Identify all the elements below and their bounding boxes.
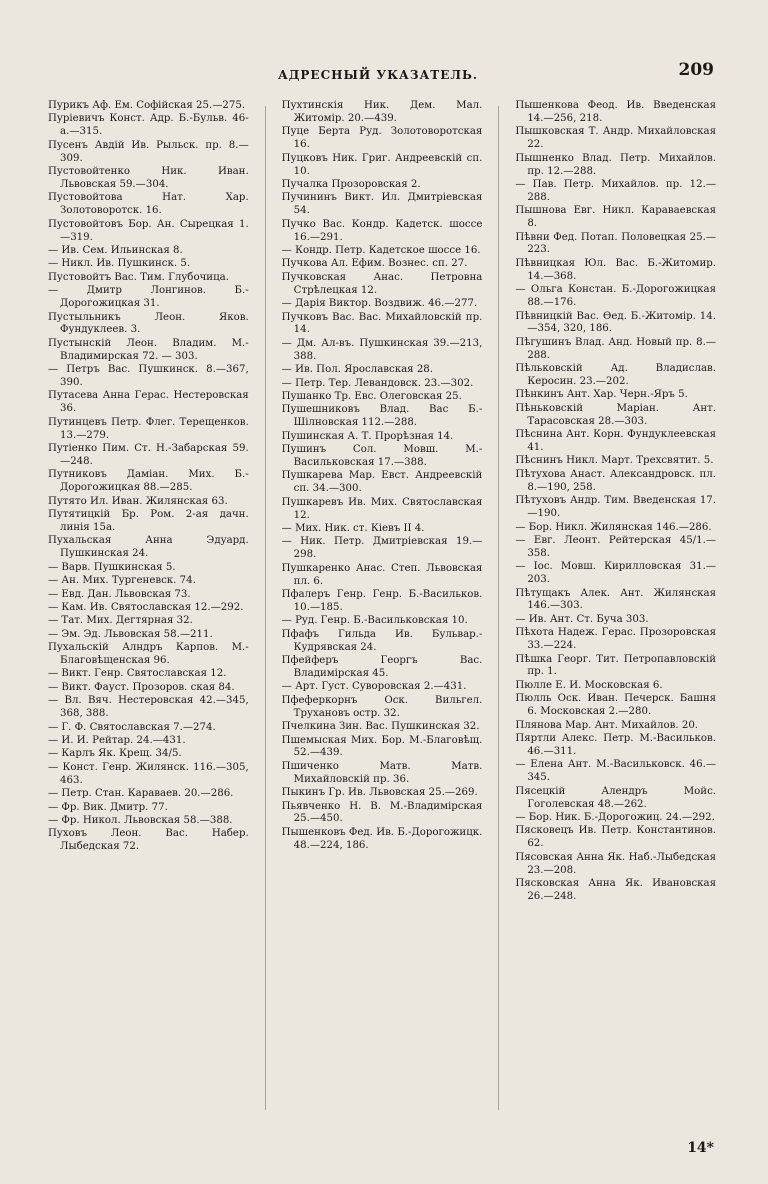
directory-entry: Пустовойтенко Ник. Иван. Львовская 59.—304. xyxy=(48,166,249,190)
directory-entry: Пѣтущакъ Алек. Ант. Жилянская 146.—303. xyxy=(515,587,717,612)
directory-entry: Пустыльникъ Леон. Яков. Фундуклеев. 3. xyxy=(48,311,249,336)
directory-entry: — Ив. Сем. Ильинская 8. xyxy=(48,244,183,256)
directory-entry: Пѣвницкій Вас. Өед. Б.-Житомір. 14.—354, 320, 186. xyxy=(515,310,717,335)
directory-entry: Путасева Анна Герас. Нестеровская 36. xyxy=(48,390,249,415)
directory-entry: Пышковская Т. Андр. Михайловская 22. xyxy=(515,126,717,151)
directory-entry: Пучининъ Викт. Ил. Дмитріевская 54. xyxy=(281,192,483,217)
directory-entry: Пуховъ Леон. Вас. Набер. Лыбедская 72. xyxy=(48,828,249,853)
directory-entry: — Ник. Петр. Дмитріевская 19.—298. xyxy=(281,536,483,561)
signature-mark: 14* xyxy=(687,1140,714,1156)
directory-entry: — Петр. Тер. Левандовск. 23.—302. xyxy=(281,377,474,389)
directory-entry: — Ан. Мих. Тургеневск. 74. xyxy=(48,575,196,587)
directory-entry: Пѣвни Фед. Потап. Половецкая 25.—223. xyxy=(515,231,717,256)
directory-entry: — Петръ Вас. Пушкинск. 8.—367, 390. xyxy=(48,364,249,389)
directory-entry: Пухальская Анна Эдуард. Пушкинская 24. xyxy=(48,535,249,560)
directory-entry: Пѣвницкая Юл. Вас. Б.-Житомир. 14.—368. xyxy=(515,257,717,282)
directory-entry: Пѣльковскій Ад. Владислав. Керосин. 23.—202. xyxy=(515,363,717,388)
directory-entry: — Бор. Никл. Жилянская 146.—286. xyxy=(515,521,712,533)
directory-entry: Пушанко Тр. Евс. Олеговская 25. xyxy=(281,390,462,402)
directory-entry: Пухальскій Алндръ Карпов. М.-Благовѣщенская 96. xyxy=(48,642,249,667)
directory-entry: Пушинъ Сол. Мовш. М.-Васильковская 17.—388. xyxy=(281,444,483,468)
directory-entry: — Карлъ Як. Крещ. 34/5. xyxy=(48,748,182,760)
directory-entry: — Конст. Генр. Жилянск. 116.—305, 463. xyxy=(48,761,249,786)
directory-entry: Пфеферкорнъ Оск. Вильгел. Трухановъ остр. 32. xyxy=(281,694,483,719)
directory-entry: Пучалка Прозоровская 2. xyxy=(281,178,421,190)
directory-entry: — Викт. Фауст. Прозоров. ская 84. xyxy=(48,681,235,693)
directory-entry: Пшемыская Мих. Бор. М.-Благовѣщ. 52.—439. xyxy=(281,734,483,759)
directory-entry: Пѣгушинъ Влад. Анд. Новый пр. 8.—288. xyxy=(515,336,717,361)
directory-entry: Пюлль Оск. Иван. Печерск. Башня 6. Московская 2.—280. xyxy=(515,693,717,718)
page-number: 209 xyxy=(678,60,714,80)
directory-entry: — Бор. Ник. Б.-Дорогожиц. 24.—292. xyxy=(515,811,715,823)
directory-entry: Пѣснинъ Никл. Март. Трехсвятит. 5. xyxy=(515,455,714,467)
directory-entry: Пѣнкинъ Ант. Хар. Черн.-Яръ 5. xyxy=(515,389,688,401)
directory-entry: Пухтинскія Ник. Дем. Мал. Житомір. 20.—439. xyxy=(281,100,483,124)
directory-entry: Путіенко Пим. Ст. Н.-Забарская 59.—248. xyxy=(48,443,249,467)
directory-entry: Пѣснина Ант. Корн. Фундуклеевская 41. xyxy=(515,429,717,454)
running-title: АДРЕСНЫЙ УКАЗАТЕЛЬ. xyxy=(277,68,479,82)
directory-entry: Путятицкій Бр. Ром. 2-ая дачн. линія 15а. xyxy=(48,509,249,533)
directory-entry: Пушкаревъ Ив. Мих. Святославская 12. xyxy=(281,496,483,521)
directory-entry: — Елена Ант. М.-Васильковск. 46.—345. xyxy=(515,759,717,784)
directory-entry: Пучко Вас. Кондр. Кадетск. шоссе 16.—291. xyxy=(281,218,483,243)
directory-entry: Пчелкина Зин. Вас. Пушкинская 32. xyxy=(281,721,480,733)
column-divider xyxy=(265,106,266,1110)
directory-entry: — Ив. Ант. Ст. Буча 303. xyxy=(515,613,649,625)
columns xyxy=(48,100,716,1110)
directory-entry: Путниковъ Даміан. Мих. Б.-Дорогожицкая 88.—285. xyxy=(48,469,249,494)
directory-entry: — Дм. Ал-въ. Пушкинская 39.—213, 388. xyxy=(281,337,483,362)
directory-entry: Пѣтуховъ Андр. Тим. Введенская 17.—190. xyxy=(515,495,717,520)
directory-entry: Пуце Берта Руд. Золотоворотская 16. xyxy=(281,126,483,151)
column-1 xyxy=(48,100,249,1110)
directory-entry: — Эм. Эд. Львовская 58.—211. xyxy=(48,628,213,640)
directory-entry: Пушкарева Мар. Евст. Андреевскій сп. 34.—300. xyxy=(281,470,483,495)
directory-entry: Пфейферъ Георгъ Вас. Владимірская 45. xyxy=(281,655,483,679)
directory-entry: — Руд. Генр. Б.-Васильковская 10. xyxy=(281,615,468,627)
directory-entry: Пустынскій Леон. Владим. М.-Владимирская 72. — 303. xyxy=(48,337,249,362)
directory-entry: — Дарія Виктор. Воздвиж. 46.—277. xyxy=(281,298,478,310)
directory-entry: Пышенкова Феод. Ив. Введенская 14.—256, 218. xyxy=(515,100,717,124)
directory-entry: Пясковская Анна Як. Ивановская 26.—248. xyxy=(515,877,717,902)
directory-entry: — Ольга Констан. Б.-Дорогожицкая 88.—176. xyxy=(515,284,717,309)
directory-entry: — Викт. Генр. Святославская 12. xyxy=(48,668,227,680)
page-header xyxy=(44,60,712,88)
directory-entry: Пѣньковскій Маріан. Ант. Тарасовская 28.—303. xyxy=(515,402,717,427)
directory-entry: — Петр. Стан. Караваев. 20.—286. xyxy=(48,788,234,800)
directory-entry: Пфалеръ Генр. Генр. Б.-Васильков. 10.—185. xyxy=(281,589,483,613)
directory-entry: — Фр. Никол. Львовская 58.—388. xyxy=(48,814,233,826)
directory-entry: Пуріевичъ Конст. Адр. Б.-Бульв. 46-а.—315. xyxy=(48,113,249,138)
directory-entry: — Ив. Пол. Ярославская 28. xyxy=(281,364,434,376)
directory-entry: — Кам. Ив. Святославская 12.—292. xyxy=(48,601,244,613)
directory-entry: Пѣтухова Анаст. Александровск. пл. 8.—190, 258. xyxy=(515,468,717,493)
directory-entry: Пушинская А. Т. Прорѣзная 14. xyxy=(281,430,454,442)
directory-entry: — Фр. Вик. Дмитр. 77. xyxy=(48,801,168,813)
directory-entry: — Варв. Пушкинская 5. xyxy=(48,561,176,573)
directory-entry: — Іос. Мовш. Кирилловская 31.—203. xyxy=(515,561,717,586)
directory-entry: Пыкинъ Гр. Ив. Львовская 25.—269. xyxy=(281,787,478,799)
directory-entry: Пьявченко Н. В. М.-Владимірская 25.—450. xyxy=(281,800,483,825)
directory-entry: Пышенковъ Фед. Ив. Б.-Дорогожицк. 48.—224, 186. xyxy=(281,826,483,851)
directory-entry: Плянова Мар. Ант. Михайлов. 20. xyxy=(515,719,699,731)
directory-entry: — Г. Ф. Святославская 7.—274. xyxy=(48,721,216,733)
directory-entry: — Мих. Ник. ст. Кіевъ II 4. xyxy=(281,523,425,534)
directory-entry: — Евд. Дан. Львовская 73. xyxy=(48,588,191,600)
directory-entry: Пучкова Ал. Ефим. Вознес. сп. 27. xyxy=(281,258,468,270)
directory-entry: — Никл. Ив. Пушкинск. 5. xyxy=(48,258,191,270)
directory-entry: Пѣхота Надеж. Герас. Прозоровская 33.—224. xyxy=(515,627,717,652)
column-divider xyxy=(498,106,499,1110)
directory-entry: Пушкаренко Анас. Степ. Львовская пл. 6. xyxy=(281,562,483,587)
directory-entry: — Кондр. Петр. Кадетское шоссе 16. xyxy=(281,244,481,256)
column-3 xyxy=(515,100,716,1110)
directory-entry: Пусенъ Авдій Ив. Рыльск. пр. 8.—309. xyxy=(48,139,249,164)
directory-entry: Пяртли Алекс. Петр. М.-Васильков. 46.—311. xyxy=(515,733,717,757)
directory-entry: Пѣшка Георг. Тит. Петропавловскій пр. 1. xyxy=(515,653,717,678)
directory-entry: Пюлле Е. И. Московская 6. xyxy=(515,679,663,691)
directory-entry: — Тат. Мих. Дегтярная 32. xyxy=(48,615,193,627)
directory-entry: — Дмитр Лонгинов. Б.-Дорогожицкая 31. xyxy=(48,285,249,310)
directory-entry: Путято Ил. Иван. Жилянская 63. xyxy=(48,495,228,507)
directory-entry: Пустовойтъ Вас. Тим. Глубочица. xyxy=(48,271,229,283)
directory-entry: — Вл. Вяч. Нестеровская 42.—345, 368, 388. xyxy=(48,695,249,720)
directory-entry: Пышнова Евг. Никл. Караваевская 8. xyxy=(515,205,717,230)
directory-entry: Пясовская Анна Як. Наб.-Лыбедская 23.—208. xyxy=(515,851,717,876)
directory-entry: Пышненко Влад. Петр. Михайлов. пр. 12.—288. xyxy=(515,152,717,177)
directory-entry: Пустовойтова Нат. Хар. Золотоворотск. 16. xyxy=(48,192,249,217)
directory-entry: — Евг. Леонт. Рейтерская 45/1.—358. xyxy=(515,534,717,559)
directory-entry: Пустовойтовъ Бор. Ан. Сырецкая 1.—319. xyxy=(48,218,249,243)
directory-entry: Путинцевъ Петр. Флег. Терещенков. 13.—279. xyxy=(48,416,249,441)
directory-entry: Пуцковъ Ник. Григ. Андреевскій сп. 10. xyxy=(281,152,483,177)
directory-entry: Пясковецъ Ив. Петр. Константинов. 62. xyxy=(515,825,717,850)
directory-entry: Пучковъ Вас. Вас. Михайловскій пр. 14. xyxy=(281,311,483,336)
directory-entry: Пфафъ Гильда Ив. Бульвар.-Кудрявская 24. xyxy=(281,628,483,653)
directory-entry: Пушешниковъ Влад. Вас Б.-Шілновская 112.—288. xyxy=(281,404,483,429)
column-2 xyxy=(282,100,483,1110)
directory-entry: Пясецкій Алендръ Мойс. Гоголевская 48.—262. xyxy=(515,785,717,810)
directory-entry: Пшиченко Матв. Матв. Михайловскій пр. 36. xyxy=(281,760,483,785)
directory-entry: Пурикъ Аф. Ем. Софійская 25.—275. xyxy=(48,100,246,111)
directory-entry: — И. И. Рейтар. 24.—431. xyxy=(48,735,186,746)
directory-entry: Пучковская Анас. Петровна Стрѣлецкая 12. xyxy=(281,271,483,296)
directory-entry: — Арт. Густ. Суворовская 2.—431. xyxy=(281,681,467,693)
directory-entry: — Пав. Петр. Михайлов. пр. 12.—288. xyxy=(515,178,717,203)
